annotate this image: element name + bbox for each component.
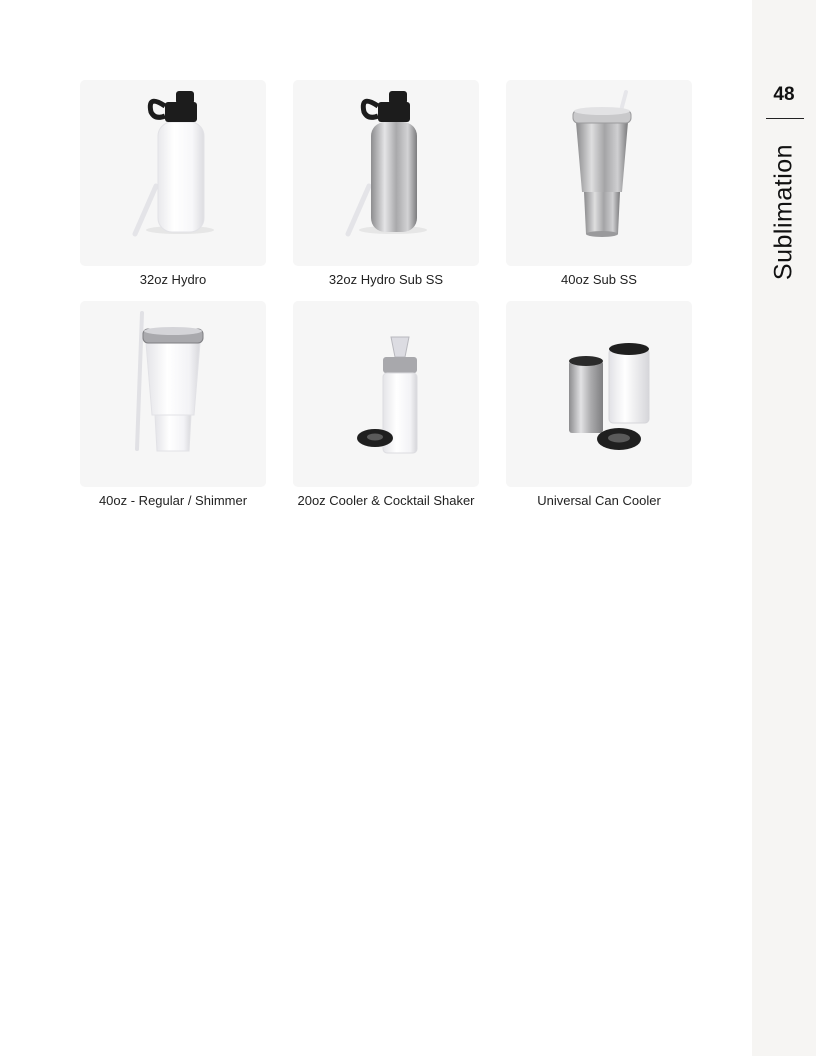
product-card-40oz-regular-shimmer: [80, 301, 266, 508]
product-image-32oz-hydro: [80, 80, 266, 266]
product-image-20oz-cooler-cocktail-shaker: [293, 301, 479, 487]
product-image-40oz-regular-shimmer: [80, 301, 266, 487]
product-card-32oz-hydro: [80, 80, 266, 287]
product-name: 40oz Sub SS: [561, 272, 637, 287]
product-card-32oz-hydro-sub-ss: [293, 80, 479, 287]
section-title: Sublimation: [769, 143, 798, 281]
sidebar-divider: [766, 118, 804, 119]
page-number: 48: [773, 84, 795, 105]
product-card-20oz-cooler-cocktail-shaker: [293, 301, 479, 508]
product-name: 32oz Hydro: [139, 272, 207, 287]
product-name: 40oz - Regular / Shimmer: [98, 493, 248, 508]
product-name: Universal Can Cooler: [537, 493, 661, 508]
product-name: 20oz Cooler & Cocktail Shaker: [297, 493, 475, 508]
product-image-32oz-hydro-sub-ss: [293, 80, 479, 266]
product-image-40oz-sub-ss: [506, 80, 692, 266]
product-image-universal-can-cooler: [506, 301, 692, 487]
product-grid: [80, 80, 694, 508]
product-name: 32oz Hydro Sub SS: [328, 272, 444, 287]
product-card-40oz-sub-ss: [506, 80, 692, 287]
page-sidebar: [752, 0, 816, 1056]
product-card-universal-can-cooler: [506, 301, 692, 508]
